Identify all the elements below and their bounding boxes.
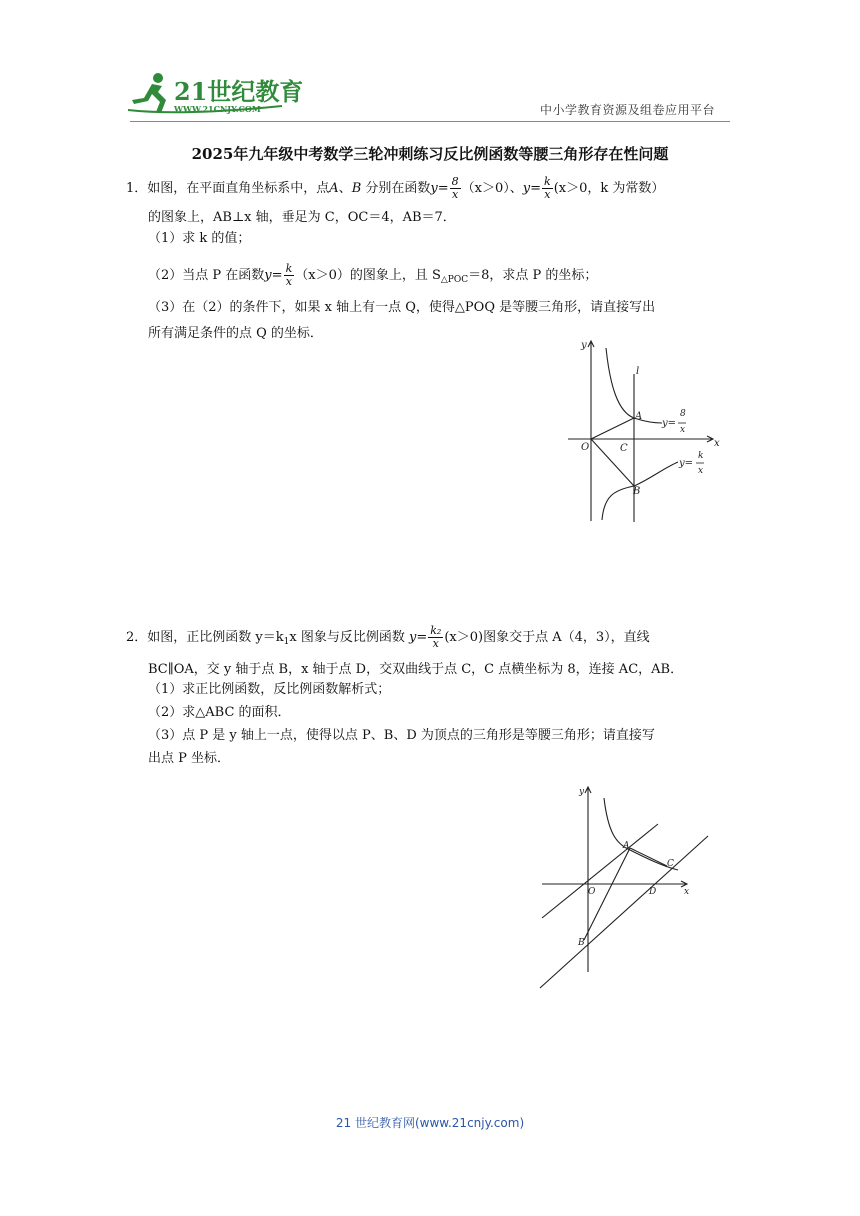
segment-oa — [591, 418, 634, 439]
frac-num: k — [544, 175, 551, 188]
brand-slogan: 中小学教育资源及组卷应用平台 — [540, 103, 716, 117]
q1-eq: = — [437, 181, 449, 196]
q1-domain2: (x＞0，k 为常数） — [553, 181, 665, 196]
frac-den: x — [452, 188, 459, 201]
label-x: x — [714, 438, 720, 449]
label-a: A — [623, 841, 630, 851]
label-l: l — [636, 366, 640, 377]
frac-den: x — [432, 637, 439, 650]
label-c: C — [620, 443, 628, 454]
q1-y3: y — [264, 268, 272, 283]
label-curve2-num: k — [698, 451, 704, 461]
q1-subscript: △POC — [440, 275, 469, 285]
frac-num: 8 — [451, 175, 459, 188]
q2-part1: （1）求正比例函数，反比例函数解析式； — [148, 682, 391, 697]
logo-text: 21世纪教育 — [174, 77, 302, 106]
q1-part2 — [148, 263, 597, 290]
q2-part3: （3）点 P 是 y 轴上一点，使得以点 P、B、D 为顶点的三角形是等腰三角形；请直接写 — [148, 728, 655, 743]
label-curve1-den: x — [680, 425, 686, 435]
q1-fraction-kx — [542, 176, 553, 201]
label-curve1: y= — [662, 418, 677, 429]
label-c: C — [667, 859, 674, 869]
line-oa — [542, 824, 658, 918]
label-o: O — [588, 887, 596, 897]
q1-point-b: B — [351, 181, 362, 196]
label-y: y — [579, 787, 585, 797]
q1-part2-text2: （x＞0）的图象上，且 S — [295, 268, 441, 283]
q1-y: y — [430, 181, 438, 196]
q2-part2: （2）求△ABC 的面积． — [148, 705, 291, 720]
figure-2 — [536, 782, 716, 990]
label-d: D — [649, 887, 657, 897]
frac-num: k₂ — [430, 624, 442, 637]
q1-text2: 分别在函数 — [361, 181, 431, 196]
q2-part3-cont: 出点 P 坐标． — [148, 751, 231, 766]
q2-text3: (x＞0)图象交于点 A（4，3），直线 — [444, 630, 650, 645]
q2-text: 2．如图，正比例函数 y＝k — [126, 630, 284, 645]
site-logo — [122, 70, 302, 118]
q2-line1 — [126, 625, 650, 652]
label-curve2-den: x — [698, 466, 704, 476]
logo-url-text: WWW.21CNJY.COM — [174, 104, 261, 114]
figure-1 — [566, 336, 726, 524]
q2-line2: BC∥OA，交 y 轴于点 B，x 轴于点 D，交双曲线于点 C，C 点横坐标为 8，连接 AC，AB． — [148, 662, 684, 677]
q1-domain1: （x＞0）、 — [461, 181, 523, 196]
frac-num: k — [285, 262, 293, 275]
q1-eq3: = — [271, 268, 283, 283]
q1-line1 — [126, 176, 664, 201]
q1-part3: （3）在（2）的条件下，如果 x 轴上有一点 Q，使得△POQ 是等腰三角形，请直接写出 — [148, 300, 656, 315]
q1-fraction-8x — [450, 176, 461, 201]
label-b: B — [578, 938, 585, 948]
q1-point-a: A — [329, 181, 339, 196]
q1-eq2: = — [530, 181, 542, 196]
q1-y2: y — [522, 181, 531, 196]
q1-text: 1．如图，在平面直角坐标系中，点 — [126, 181, 330, 196]
q1-line2: 的图象上，AB⊥x 轴，垂足为 C，OC＝4，AB＝7． — [148, 210, 456, 225]
q2-eq: = — [416, 630, 428, 645]
q1-fraction-kx2 — [284, 263, 295, 288]
q1-sep: 、 — [338, 181, 352, 196]
q1-part1: （1）求 k 的值； — [148, 231, 251, 246]
q1-part3-cont: 所有满足条件的点 Q 的坐标． — [148, 326, 323, 341]
header-divider — [130, 121, 730, 122]
q2-y: y — [408, 630, 417, 645]
page-title: 2025年九年级中考数学三轮冲刺练习反比例函数等腰三角形存在性问题 — [191, 145, 669, 163]
q1-part2-text: （2）当点 P 在函数 — [148, 268, 265, 283]
label-a: A — [635, 411, 643, 422]
label-b: B — [633, 486, 641, 497]
q2-text2: x 图象与反比例函数 — [289, 630, 405, 645]
q1-part2-text3: ＝8，求点 P 的坐标； — [468, 268, 598, 283]
label-curve2: y= — [679, 458, 694, 469]
frac-den: x — [285, 275, 292, 288]
label-x: x — [684, 887, 690, 897]
label-y: y — [581, 340, 587, 351]
label-curve1-num: 8 — [680, 409, 686, 419]
frac-den: x — [544, 188, 551, 201]
footer-link[interactable]: 21 世纪教育网(www.21cnjy.com) — [335, 1116, 525, 1130]
q2-subscript: 1 — [283, 637, 290, 647]
label-o: O — [581, 442, 590, 453]
segment-ac — [630, 848, 667, 866]
q2-fraction-k2x — [428, 625, 443, 650]
